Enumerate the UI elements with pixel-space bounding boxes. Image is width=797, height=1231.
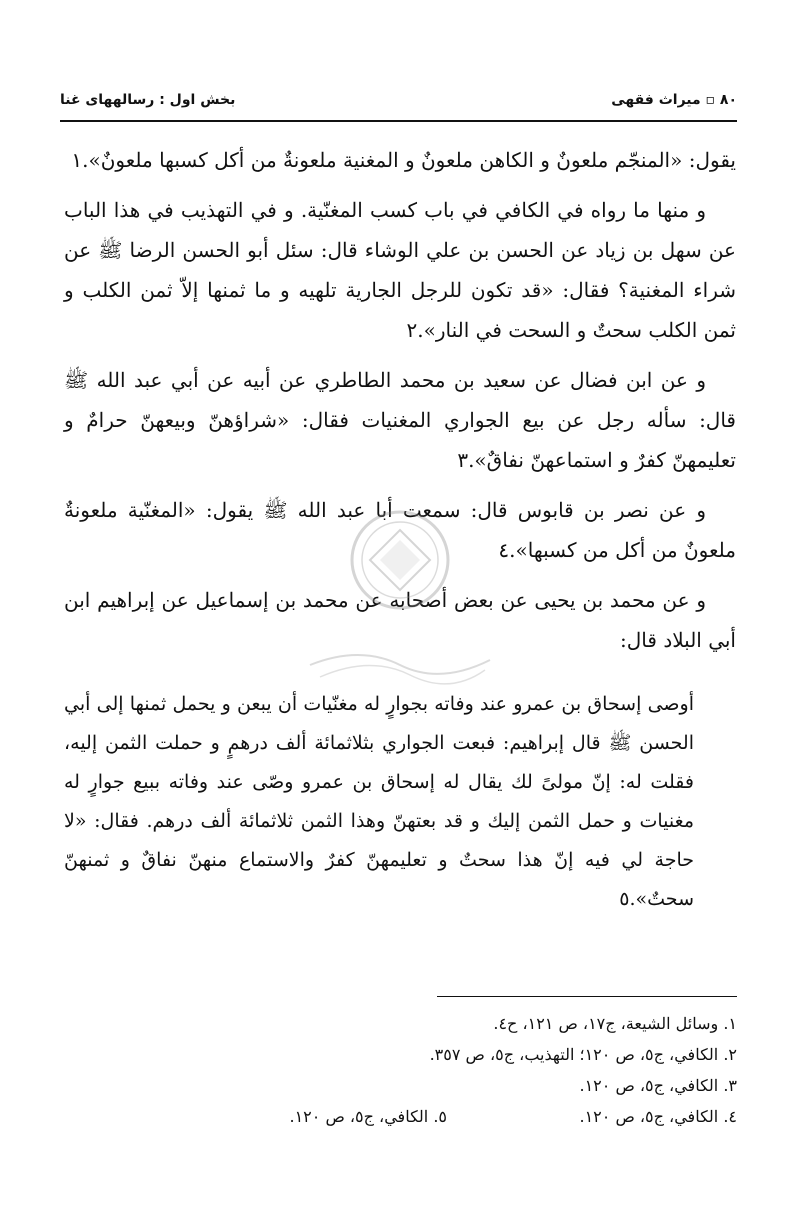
paragraph-2: و منها ما رواه في الكافي في باب كسب المغنّية. و في التهذيب في هذا الباب عن سهل بن زياد عن الحسن بن علي الوشاء قال: سئل أبو الحسن الرضا ﷺ عن شراء المغنية؟ فقال: «قد تكون للرجل الجارية تلهيه و ما ثمنها إلاّ ثمن الكلب و ثمن الكلب سحتٌ و السحت في النار».٢ bbox=[64, 198, 736, 342]
section-title: بخش اول : رسالههای غنا bbox=[60, 92, 236, 108]
footnote-5: ٥. الكافي، ج٥، ص ١٢٠. bbox=[289, 1107, 447, 1126]
running-header bbox=[60, 86, 737, 116]
paragraph-5: و عن محمد بن يحيى عن بعض أصحابه عن محمد بن إسماعيل عن إبراهيم ابن أبي البلاد قال: bbox=[64, 588, 736, 652]
page-number-label: ۸۰ ▫ میراث فقهی bbox=[611, 92, 737, 108]
footnote-divider bbox=[437, 996, 737, 997]
paragraph-1: يقول: «المنجّم ملعونٌ و الكاهن ملعونٌ و المغنية ملعونةٌ من أكل كسبها ملعونٌ».١ bbox=[71, 148, 736, 172]
paragraph-4: و عن نصر بن قابوس قال: سمعت أبا عبد الله ﷺ يقول: «المغنّية ملعونةٌ ملعونٌ من أكل من كسبها».٤ bbox=[64, 498, 736, 562]
footnote-3: ٣. الكافي، ج٥، ص ١٢٠. bbox=[579, 1076, 737, 1095]
paragraph-3: و عن ابن فضال عن سعيد بن محمد الطاطري عن أبيه عن أبي عبد الله ﷺ قال: سأله رجل عن بيع الجواري المغنيات فقال: «شراؤهنّ وبيعهنّ حرامٌ و تعليمهنّ كفرٌ و استماعهنّ نفاقٌ».٣ bbox=[64, 368, 736, 472]
footnote-1: ١. وسائل الشيعة، ج١٧، ص ١٢١، ح٤. bbox=[493, 1014, 737, 1033]
library-seal-watermark bbox=[300, 505, 500, 695]
footnote-4: ٤. الكافي، ج٥، ص ١٢٠. bbox=[579, 1107, 737, 1126]
header-divider bbox=[60, 120, 737, 122]
quoted-narration: أوصى إسحاق بن عمرو عند وفاته بجوارٍ له مغنّيات أن يبعن و يحمل ثمنها إلى أبي الحسن ﷺ قال إبراهيم: فبعت الجواري بثلاثمائة ألف درهمٍ و حملت الثمن إليه، فقلت له: إنّ مولىً لك يقال له إسحاق بن عمرو وصّى عند وفاته ببيع جوارٍ له مغنيات و حمل الثمن إليك و قد بعتهنّ وهذا الثمن ثلاثمائة ألف درهم. فقال: «لا حاجة لي فيه إنّ هذا سحتٌ و تعليمهنّ كفرٌ والاستماع منهنّ نفاقٌ و ثمنهنّ سحتٌ».٥ bbox=[64, 693, 694, 910]
footnotes bbox=[60, 1008, 737, 1132]
footnote-2: ٢. الكافي، ج٥، ص ١٢٠؛ التهذيب، ج٥، ص ٣٥٧. bbox=[429, 1045, 737, 1064]
